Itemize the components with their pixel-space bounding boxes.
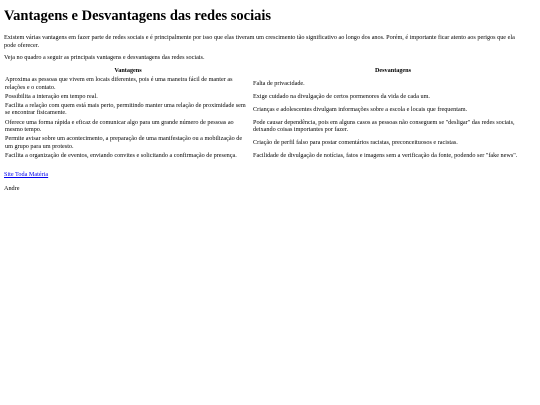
advantage-cell: Facilita a relação com quem está mais perto, permitindo manter uma relação de proximidade sem se encontrar fisicamente.: [5, 101, 246, 117]
advantage-cell: Oferece uma forma rápida e eficaz de comunicar algo para um grande número de pessoas ao mesmo tempo.: [5, 118, 234, 134]
table-row: [4, 76, 534, 93]
advantage-cell: Aproxima as pessoas que vivem em locais diferentes, pois é uma maneira fácil de manter as relações e o contato.: [5, 76, 233, 91]
source-link[interactable]: Site Toda Matéria: [4, 170, 49, 178]
page-title: Vantagens e Desvantagens das redes sociais: [4, 8, 272, 24]
source-paragraph: [4, 171, 536, 179]
table-row: [4, 93, 534, 102]
table-header-row: [4, 66, 534, 77]
intro-paragraph: Existem várias vantagens em fazer parte de redes sociais e é principalmente por isso que elas tiveram um crescimento tão significativo ao longo dos anos. Porém, é importante ficar atento aos perigos que ela pode oferecer.: [4, 33, 515, 49]
disadvantage-cell: Falta de privacidade.: [253, 79, 305, 87]
disadvantage-cell: Criação de perfil falso para postar comentários racistas, preconceituosos e racistas.: [253, 138, 458, 146]
table-row: [4, 119, 534, 136]
advantage-cell: Possibilita a interação em tempo real.: [5, 92, 98, 100]
author-name: Andre: [4, 185, 20, 193]
disadvantage-cell: Exige cuidado na divulgação de certos pormenores da vida de cada um.: [253, 92, 430, 100]
lead-paragraph: Veja no quadro a seguir as principais vantagens e desvantagens das redes sociais.: [4, 54, 205, 62]
advantage-cell: Facilita a organização de eventos, enviando convites e solicitando a confirmação de presença.: [5, 151, 237, 159]
disadvantage-cell: Facilidade de divulgação de notícias, fatos e imagens sem a verificação da fonte, podendo ser "fake news".: [253, 151, 518, 159]
disadvantage-cell: Pode causar dependência, pois em alguns casos as pessoas não conseguem se "desligar" das redes sociais, deixando coisas importantes por fazer.: [253, 118, 515, 134]
advantage-cell: Permite avisar sobre um acontecimento, a preparação de uma manifestação ou a mobilização de um grupo para um protesto.: [5, 135, 243, 150]
header-vantagens: Vantagens: [114, 66, 142, 74]
header-desvantagens: Desvantagens: [374, 66, 412, 74]
pros-cons-table: [4, 66, 534, 161]
table-row: [4, 102, 534, 119]
table-row: [4, 135, 534, 152]
table-row: [4, 152, 534, 161]
disadvantage-cell: Crianças e adolescentes divulgam informações sobre a escola e locais que frequentam.: [253, 105, 468, 113]
